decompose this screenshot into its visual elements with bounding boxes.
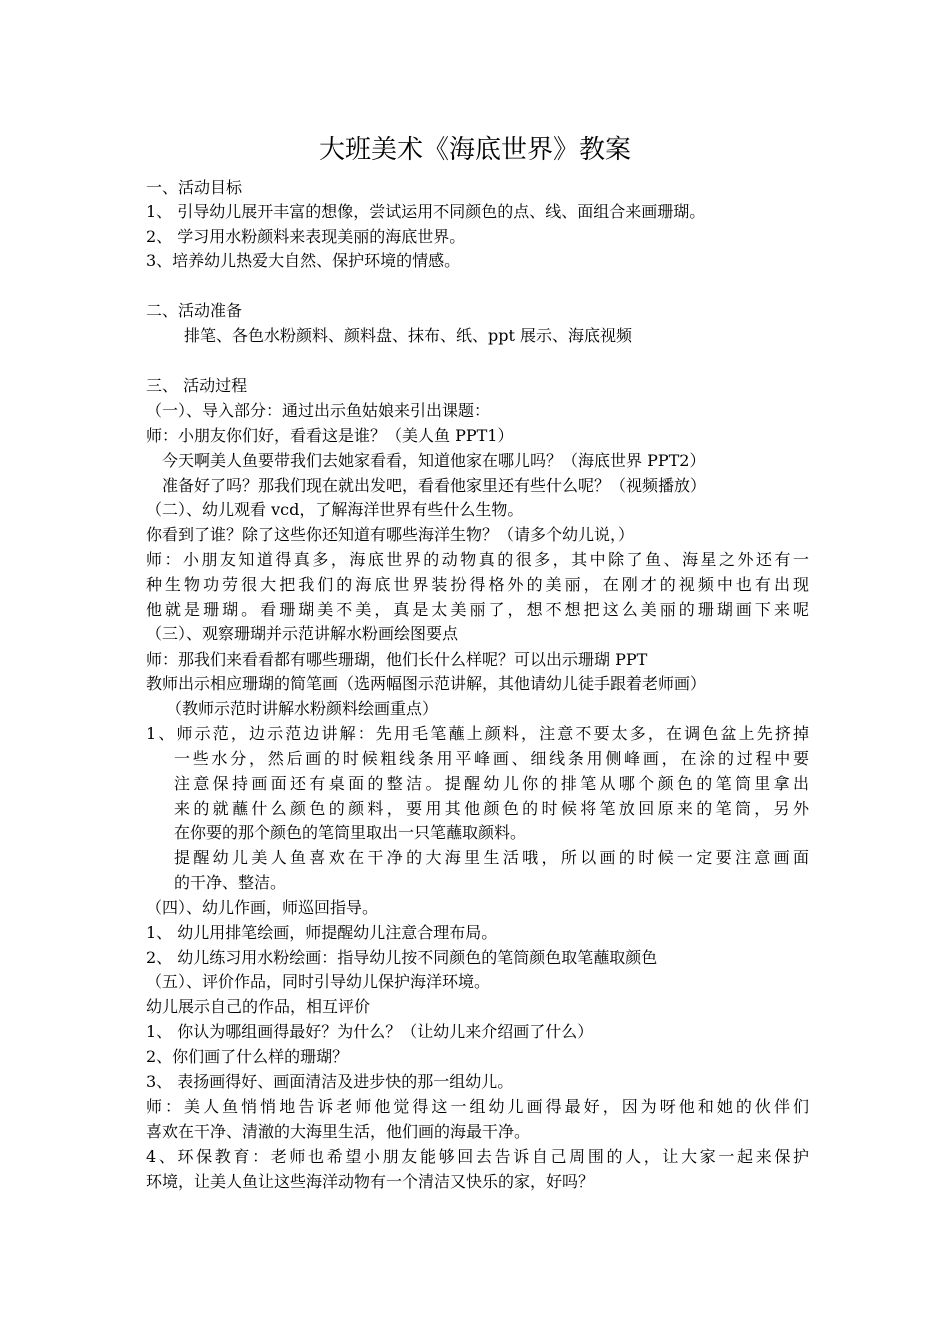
process-line: 3、 表扬画得好、画面清洁及进步快的那一组幼儿。 (146, 1072, 514, 1091)
process-line: 师：小朋友知道得真多，海底世界的动物真的很多，其中除了鱼、海星之外还有一 (146, 550, 809, 569)
process-line: 环境，让美人鱼让这些海洋动物有一个清洁又快乐的家，好吗？ (146, 1172, 595, 1191)
process-line: 幼儿展示自己的作品，相互评价 (146, 997, 371, 1016)
process-line: 2、 幼儿练习用水粉绘画：指导幼儿按不同颜色的笔筒颜色取笔蘸取颜色 (146, 948, 658, 967)
process-line: 他就是珊瑚。看珊瑚美不美，真是太美丽了，想不想把这么美丽的珊瑚画下来呢 (146, 600, 809, 619)
process-line: 喜欢在干净、清澈的大海里生活，他们画的海最干净。 (146, 1122, 531, 1141)
process-line: （教师示范时讲解水粉颜料绘画重点） (166, 699, 439, 718)
process-line: 1、 幼儿用排笔绘画，师提醒幼儿注意合理布局。 (146, 923, 498, 942)
process-line: 师：小朋友你们好，看看这是谁？（美人鱼 PPT1） (146, 426, 514, 445)
process-line: 师：美人鱼悄悄地告诉老师他觉得这一组幼儿画得最好，因为呀他和她的伙伴们 (146, 1097, 809, 1116)
preparation-content: 排笔、各色水粉颜料、颜料盘、抹布、纸、ppt 展示、海底视频 (184, 326, 633, 345)
document-title: 大班美术《海底世界》教案 (318, 135, 631, 165)
goals-heading: 一、活动目标 (146, 178, 243, 197)
process-line: 在你要的那个颜色的笔筒里取出一只笔蘸取颜料。 (174, 823, 527, 842)
process-line: （二）、幼儿观看 vcd，了解海洋世界有些什么生物。 (146, 500, 524, 519)
goal-item: 3、培养幼儿热爱大自然、保护环境的情感。 (146, 251, 461, 270)
process-line: 今天啊美人鱼要带我们去她家看看，知道他家在哪儿吗？（海底世界 PPT2） (162, 451, 706, 470)
process-line: 准备好了吗？那我们现在就出发吧，看看他家里还有些什么呢？（视频播放） (162, 476, 707, 495)
goal-item: 2、 学习用水粉颜料来表现美丽的海底世界。 (146, 227, 466, 246)
process-line: 一些水分，然后画的时候粗线条用平峰画、细线条用侧峰画，在涂的过程中要 (174, 749, 809, 768)
process-line: 注意保持画面还有桌面的整洁。提醒幼儿你的排笔从哪个颜色的笔筒里拿出 (174, 774, 809, 793)
process-line: （一）、导入部分：通过出示鱼姑娘来引出课题： (146, 401, 491, 420)
process-line: 2、你们画了什么样的珊瑚？ (146, 1047, 349, 1066)
process-line: 种生物功劳很大把我们的海底世界装扮得格外的美丽，在刚才的视频中也有出现 (146, 575, 809, 594)
process-line: （四）、幼儿作画，师巡回指导。 (146, 898, 379, 917)
process-line: （五）、评价作品，同时引导幼儿保护海洋环境。 (146, 972, 491, 991)
preparation-heading: 二、活动准备 (146, 301, 243, 320)
process-heading: 三、 活动过程 (146, 376, 248, 395)
process-line: 师：那我们来看看都有哪些珊瑚，他们长什么样呢？可以出示珊瑚 PPT (146, 650, 648, 669)
process-line: 1、 你认为哪组画得最好？为什么？（让幼儿来介绍画了什么） (146, 1022, 594, 1041)
process-line: 的干净、整洁。 (174, 873, 287, 892)
process-line: 来的就蘸什么颜色的颜料，要用其他颜色的时候将笔放回原来的笔筒，另外 (174, 799, 809, 818)
process-line: （三）、观察珊瑚并示范讲解水粉画绘图要点 (146, 624, 459, 643)
process-line: 提醒幼儿美人鱼喜欢在干净的大海里生活哦，所以画的时候一定要注意画面 (174, 848, 809, 867)
goal-item: 1、 引导幼儿展开丰富的想像，尝试运用不同颜色的点、线、面组合来画珊瑚。 (146, 202, 706, 221)
process-line: 1、师示范，边示范边讲解：先用毛笔蘸上颜料，注意不要太多，在调色盆上先挤掉 (146, 724, 809, 743)
process-line: 你看到了谁？除了这些你还知道有哪些海洋生物？（请多个幼儿说，） (146, 525, 635, 544)
process-line: 教师出示相应珊瑚的简笔画（选两幅图示范讲解，其他请幼儿徒手跟着老师画） (146, 674, 707, 693)
process-line: 4、环保教育：老师也希望小朋友能够回去告诉自己周围的人，让大家一起来保护 (146, 1147, 809, 1166)
